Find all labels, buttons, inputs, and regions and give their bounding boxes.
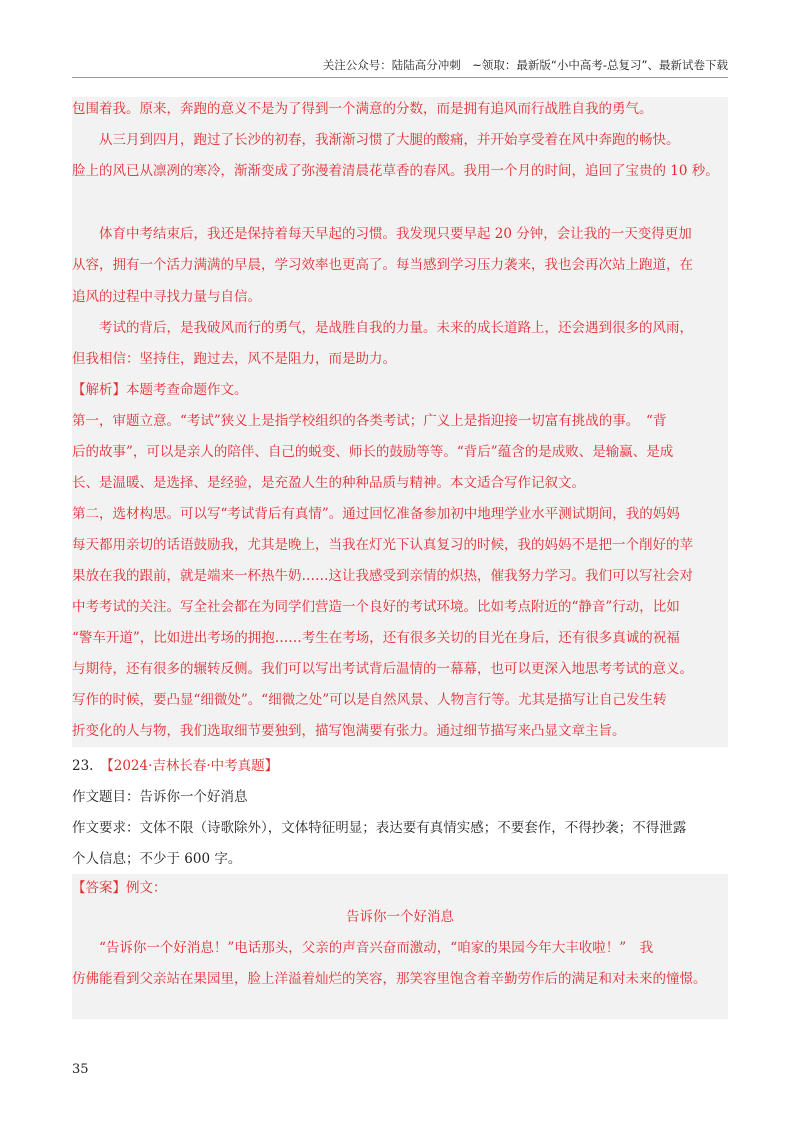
essay-analysis-block [72,97,728,747]
analysis-line: 每天都用亲切的话语鼓励我，尤其是晚上，当我在灯光下认真复习的时候，我的妈妈不是把一个削好的苹 [72,537,693,553]
analysis-line: 写作的时候，要凸显“细微处”。“细微之处”可以是自然风景、人物言行等。尤其是描写让自己发生转 [72,692,667,708]
analysis-line: 果放在我的跟前，就是端来一杯热牛奶……这让我感受到亲情的炽热，催我努力学习。我们可以写社会对 [72,568,693,584]
analysis-line: 第一，审题立意。“考试”狭义上是指学校组织的各类考试；广义上是指迎接一切富有挑战的事。 “背 [72,413,667,429]
essay-line: 体育中考结束后，我还是保持着每天早起的习惯。我发现只要早起 20 分钟，会让我的一天变得更加 [72,226,692,242]
answer-label: 【答案】 [72,880,126,896]
analysis-intro: 本题考查命题作文。 [126,382,248,398]
analysis-line: 与期待，还有很多的辗转反侧。我们可以写出考试背后温情的一幕幕，也可以更深入地思考考试的意义。 [72,661,693,677]
answer-heading [72,878,167,898]
answer-essay-line: “告诉你一个好消息！”电话那头，父亲的声音兴奋而激动，“咱家的果园今年大丰收啦！” 我 [72,940,654,956]
essay-line: 但我相信：坚持住，跑过去，风不是阻力，而是助力。 [72,351,396,367]
analysis-line: 后的故事”，可以是亲人的陪伴、自己的蜕变、师长的鼓励等等。“背后”蕴含的是成败、是输赢、是成 [72,444,674,460]
essay-line: 考试的背后，是我破风而行的勇气，是战胜自我的力量。未来的成长道路上，还会遇到很多的风雨， [72,320,693,336]
essay-line: 包围着我。原来，奔跑的意义不是为了得到一个满意的分数，而是拥有追风而行战胜自我的勇气。 [72,101,653,117]
question-requirements: 作文要求：文体不限（诗歌除外），文体特征明显；表达要有真情实感；不要套作，不得抄袭；不得泄露 [72,820,687,836]
essay-line: 追风的过程中寻找力量与自信。 [72,289,261,305]
analysis-line: 第二，选材构思。可以写“考试背后有真情”。通过回忆准备参加初中地理学业水平测试期间，我的妈妈 [72,506,680,522]
essay-line: 从三月到四月，跑过了长沙的初春，我渐渐习惯了大腿的酸痛，并开始享受着在风中奔跑的畅快。 [72,132,680,148]
analysis-line: “警车开道”，比如进出考场的拥抱……考生在考场，还有很多关切的目光在身后，还有很多真诚的祝福 [72,630,680,646]
analysis-heading [72,380,248,400]
analysis-line: 中考考试的关注。写全社会都在为同学们营造一个良好的考试环境。比如考点附近的“静音”行动，比如 [72,599,680,615]
question-number: 23. [72,758,107,774]
answer-block [72,874,728,1019]
question-requirements: 个人信息；不少于 600 字。 [72,851,242,867]
answer-label-suffix: 例文： [126,880,167,896]
analysis-label: 【解析】 [72,382,126,398]
question-source: 【2024·吉林长春·中考真题】 [106,758,279,774]
question-title: 作文题目：告诉你一个好消息 [72,789,248,805]
analysis-line: 长、是温暖、是选择、是经验，是充盈人生的种种品质与精神。本文适合写作记叙文。 [72,475,585,491]
question-23-heading [72,756,278,776]
essay-line: 脸上的风已从凛冽的寒冷，渐渐变成了弥漫着清晨花草香的春风。我用一个月的时间，追回了宝贵的 10 秒。 [72,163,719,179]
answer-essay-line: 仿佛能看到父亲站在果园里，脸上洋溢着灿烂的笑容，那笑容里饱含着辛勤劳作后的满足和对未来的憧憬。 [72,971,707,987]
page-header: 关注公众号：陆陆高分冲刺 ~领取：最新版“小中高考-总复习”、最新试卷下载 [322,58,728,72]
analysis-line: 折变化的人与物，我们选取细节要独到，描写饱满要有张力。通过细节描写来凸显文章主旨。 [72,723,626,739]
header-divider [72,77,728,78]
essay-line: 从容，拥有一个活力满满的早晨，学习效率也更高了。每当感到学习压力袭来，我也会再次站上跑道，在 [72,257,693,273]
page-number: 35 [72,1062,89,1077]
essay-title: 告诉你一个好消息 [346,909,454,925]
